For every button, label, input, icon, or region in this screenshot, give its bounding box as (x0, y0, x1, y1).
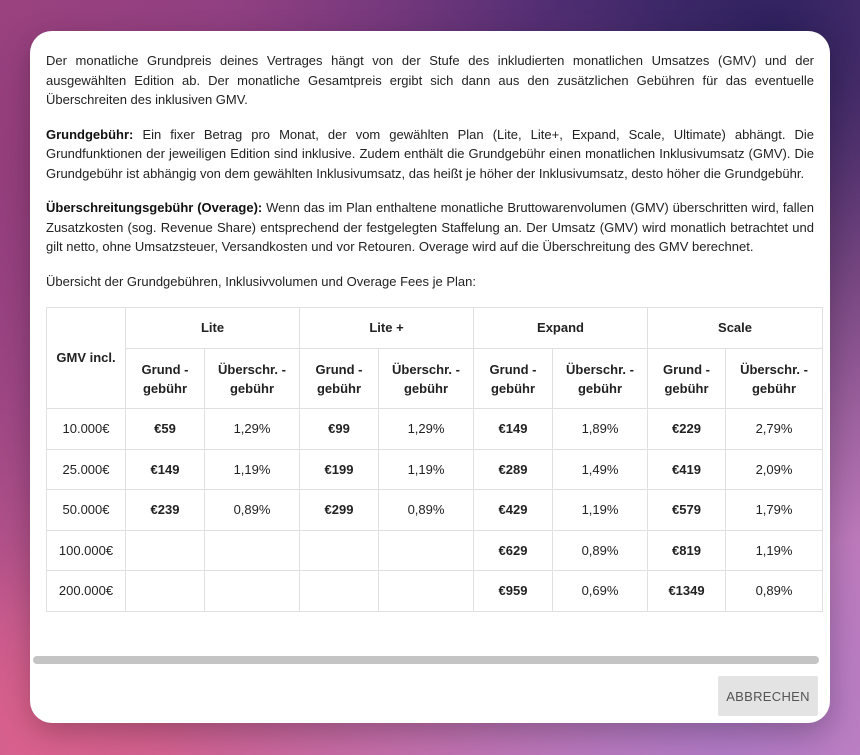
intro-paragraph: Der monatliche Grundpreis deines Vertrages hängt von der Stufe des inkludierten monatlichen Umsatzes (GMV) und der ausgewählten Edition ab. Der monatliche Gesamtpreis ergibt sich dann aus den zusätzlichen Gebühren für das eventuelle Überschreiten des inklusiven GMV. (46, 53, 814, 107)
base-fee-cell: €959 (474, 571, 553, 612)
overage-fee-cell: 1,19% (726, 530, 823, 571)
gmv-cell: 25.000€ (47, 449, 126, 490)
base-fee-cell: €419 (648, 449, 726, 490)
scrollbar-thumb[interactable] (33, 656, 819, 664)
base-fee-cell: €149 (474, 409, 553, 450)
overage-fee-cell (379, 530, 474, 571)
fee-header-row (47, 349, 823, 409)
overage-fee-cell (205, 571, 300, 612)
base-fee-cell: €239 (126, 490, 205, 531)
overage-fee-header: Überschr. - gebühr (379, 349, 474, 409)
gmv-cell: 10.000€ (47, 409, 126, 450)
pricing-dialog (30, 31, 830, 723)
base-fee-cell: €299 (300, 490, 379, 531)
overage-fee-header: Überschr. - gebühr (553, 349, 648, 409)
gmv-cell: 200.000€ (47, 571, 126, 612)
base-fee-cell: €289 (474, 449, 553, 490)
plan-header-row (47, 308, 823, 349)
overage-fee-header: Überschr. - gebühr (205, 349, 300, 409)
base-fee-term: Grundgebühr: (46, 126, 134, 142)
overage-fee-cell: 1,19% (379, 449, 474, 490)
table-row (47, 490, 823, 531)
plan-header-expand: Expand (474, 308, 648, 349)
overage-fee-cell (205, 530, 300, 571)
base-fee-paragraph (46, 125, 814, 184)
base-fee-header: Grund - gebühr (126, 349, 205, 409)
plan-header-lite-plus: Lite + (300, 308, 474, 349)
base-fee-cell (300, 530, 379, 571)
base-fee-header: Grund - gebühr (300, 349, 379, 409)
overage-fee-cell: 1,19% (205, 449, 300, 490)
base-fee-cell (300, 571, 379, 612)
plan-header-lite: Lite (126, 308, 300, 349)
base-fee-cell: €229 (648, 409, 726, 450)
overage-fee-cell: 0,69% (553, 571, 648, 612)
gmv-cell: 50.000€ (47, 490, 126, 531)
table-row (47, 530, 823, 571)
overage-fee-cell: 0,89% (553, 530, 648, 571)
overview-text: Übersicht der Grundgebühren, Inklusivvolumen und Overage Fees je Plan: (46, 273, 476, 289)
table-row (47, 449, 823, 490)
overage-fee-cell: 1,49% (553, 449, 648, 490)
base-fee-cell: €819 (648, 530, 726, 571)
overage-fee-cell: 2,79% (726, 409, 823, 450)
base-fee-cell: €59 (126, 409, 205, 450)
overage-fee-cell: 1,29% (379, 409, 474, 450)
overage-fee-cell: 1,29% (205, 409, 300, 450)
table-row (47, 571, 823, 612)
overage-fee-cell: 1,79% (726, 490, 823, 531)
cancel-button[interactable]: ABBRECHEN (718, 676, 818, 716)
base-fee-cell: €579 (648, 490, 726, 531)
overage-term: Überschreitungsgebühr (Overage): (46, 200, 263, 215)
plan-header-scale: Scale (648, 308, 823, 349)
overage-fee-cell: 0,89% (205, 490, 300, 531)
base-fee-cell: €429 (474, 490, 553, 531)
base-fee-cell: €99 (300, 409, 379, 450)
pricing-table (46, 307, 823, 612)
gmv-header: GMV incl. (47, 308, 126, 409)
base-fee-text: Ein fixer Betrag pro Monat, der vom gewählten Plan (Lite, Lite+, Expand, Scale, Ultimate) abhängt. Die Grundfunktionen der jeweiligen Edition sind inklusive. Zudem enthält die Grundgebühr einen monatlichen Inklusivumsatz (GMV). Die Grundgebühr ist abhängig von dem gewählten Inklusivumsatz, das heißt je höher der Inklusivumsatz, desto höher die Grundgebühr. (46, 126, 814, 181)
base-fee-cell (126, 530, 205, 571)
overage-text: Wenn das im Plan enthaltene monatliche Bruttowarenvolumen (GMV) überschritten wird, fallen Zusatzkosten (sog. Revenue Share) entsprechend der festgelegten Staffelung an. Der Umsatz (GMV) wird monatlich betrachtet und gilt netto, ohne Umsatzsteuer, Versandkosten und vor Retouren. Overage wird auf die Überschreitung des GMV berechnet. (46, 200, 814, 254)
base-fee-cell: €629 (474, 530, 553, 571)
overage-fee-header: Überschr. - gebühr (726, 349, 823, 409)
base-fee-cell: €149 (126, 449, 205, 490)
base-fee-header: Grund - gebühr (648, 349, 726, 409)
overage-fee-cell: 2,09% (726, 449, 823, 490)
table-row (47, 409, 823, 450)
overage-fee-cell (379, 571, 474, 612)
base-fee-cell (126, 571, 205, 612)
gmv-cell: 100.000€ (47, 530, 126, 571)
overage-fee-cell: 0,89% (379, 490, 474, 531)
pricing-table-body (47, 409, 823, 612)
base-fee-header: Grund - gebühr (474, 349, 553, 409)
horizontal-scrollbar[interactable] (30, 652, 830, 666)
overage-fee-cell: 1,19% (553, 490, 648, 531)
dialog-content (46, 51, 814, 612)
base-fee-cell: €199 (300, 449, 379, 490)
overage-fee-cell: 1,89% (553, 409, 648, 450)
base-fee-cell: €1349 (648, 571, 726, 612)
overage-fee-cell: 0,89% (726, 571, 823, 612)
overage-paragraph (46, 198, 814, 257)
